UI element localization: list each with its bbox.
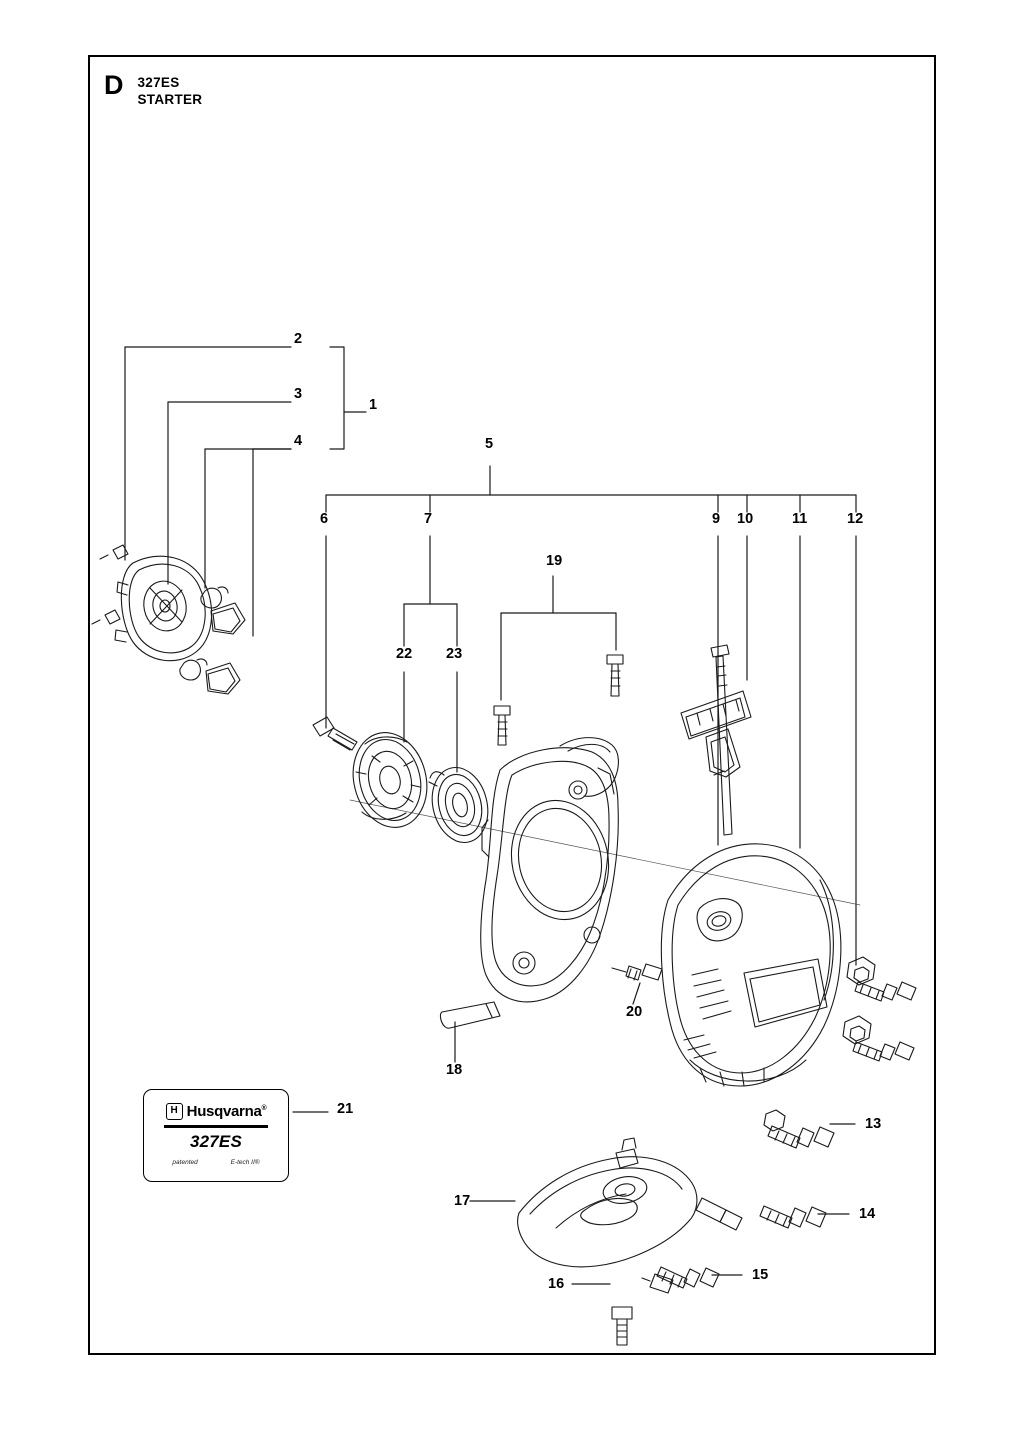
callout-11: 11 [792, 511, 808, 527]
section-letter: D [104, 70, 124, 100]
callout-12: 12 [847, 511, 864, 527]
header-titles [138, 70, 203, 108]
decal-footer-right: E-tech II® [230, 1158, 260, 1166]
callout-6: 6 [320, 511, 329, 527]
sheet-header [104, 70, 202, 108]
callout-21: 21 [337, 1101, 354, 1117]
callout-20: 20 [626, 1004, 643, 1020]
decal-brand-text [187, 1103, 267, 1120]
callout-22: 22 [396, 646, 413, 662]
decal-model: 327ES [189, 1131, 243, 1151]
decal-divider [164, 1125, 268, 1128]
callout-3: 3 [294, 386, 303, 402]
callout-16: 16 [548, 1276, 565, 1292]
callout-18: 18 [446, 1062, 463, 1078]
decal-brand-row [144, 1103, 288, 1120]
model-title: 327ES [137, 75, 180, 90]
callout-17: 17 [454, 1193, 471, 1209]
callout-1: 1 [369, 397, 378, 413]
husqvarna-decal [143, 1089, 289, 1182]
callout-7: 7 [424, 511, 433, 527]
callout-10: 10 [737, 511, 754, 527]
callout-9: 9 [712, 511, 721, 527]
callout-5: 5 [485, 436, 494, 452]
callout-15: 15 [752, 1267, 769, 1283]
callout-19: 19 [546, 553, 563, 569]
crown-icon: H [166, 1103, 183, 1120]
callout-23: 23 [446, 646, 463, 662]
brand-word: Husqvarna [186, 1103, 262, 1120]
callout-2: 2 [294, 331, 303, 347]
decal-footer [144, 1159, 288, 1166]
registered-mark: ® [261, 1105, 267, 1112]
callout-4: 4 [294, 433, 303, 449]
assembly-title: STARTER [137, 92, 203, 107]
callout-14: 14 [859, 1206, 876, 1222]
callout-13: 13 [865, 1116, 882, 1132]
decal-footer-left: patented [172, 1158, 198, 1166]
